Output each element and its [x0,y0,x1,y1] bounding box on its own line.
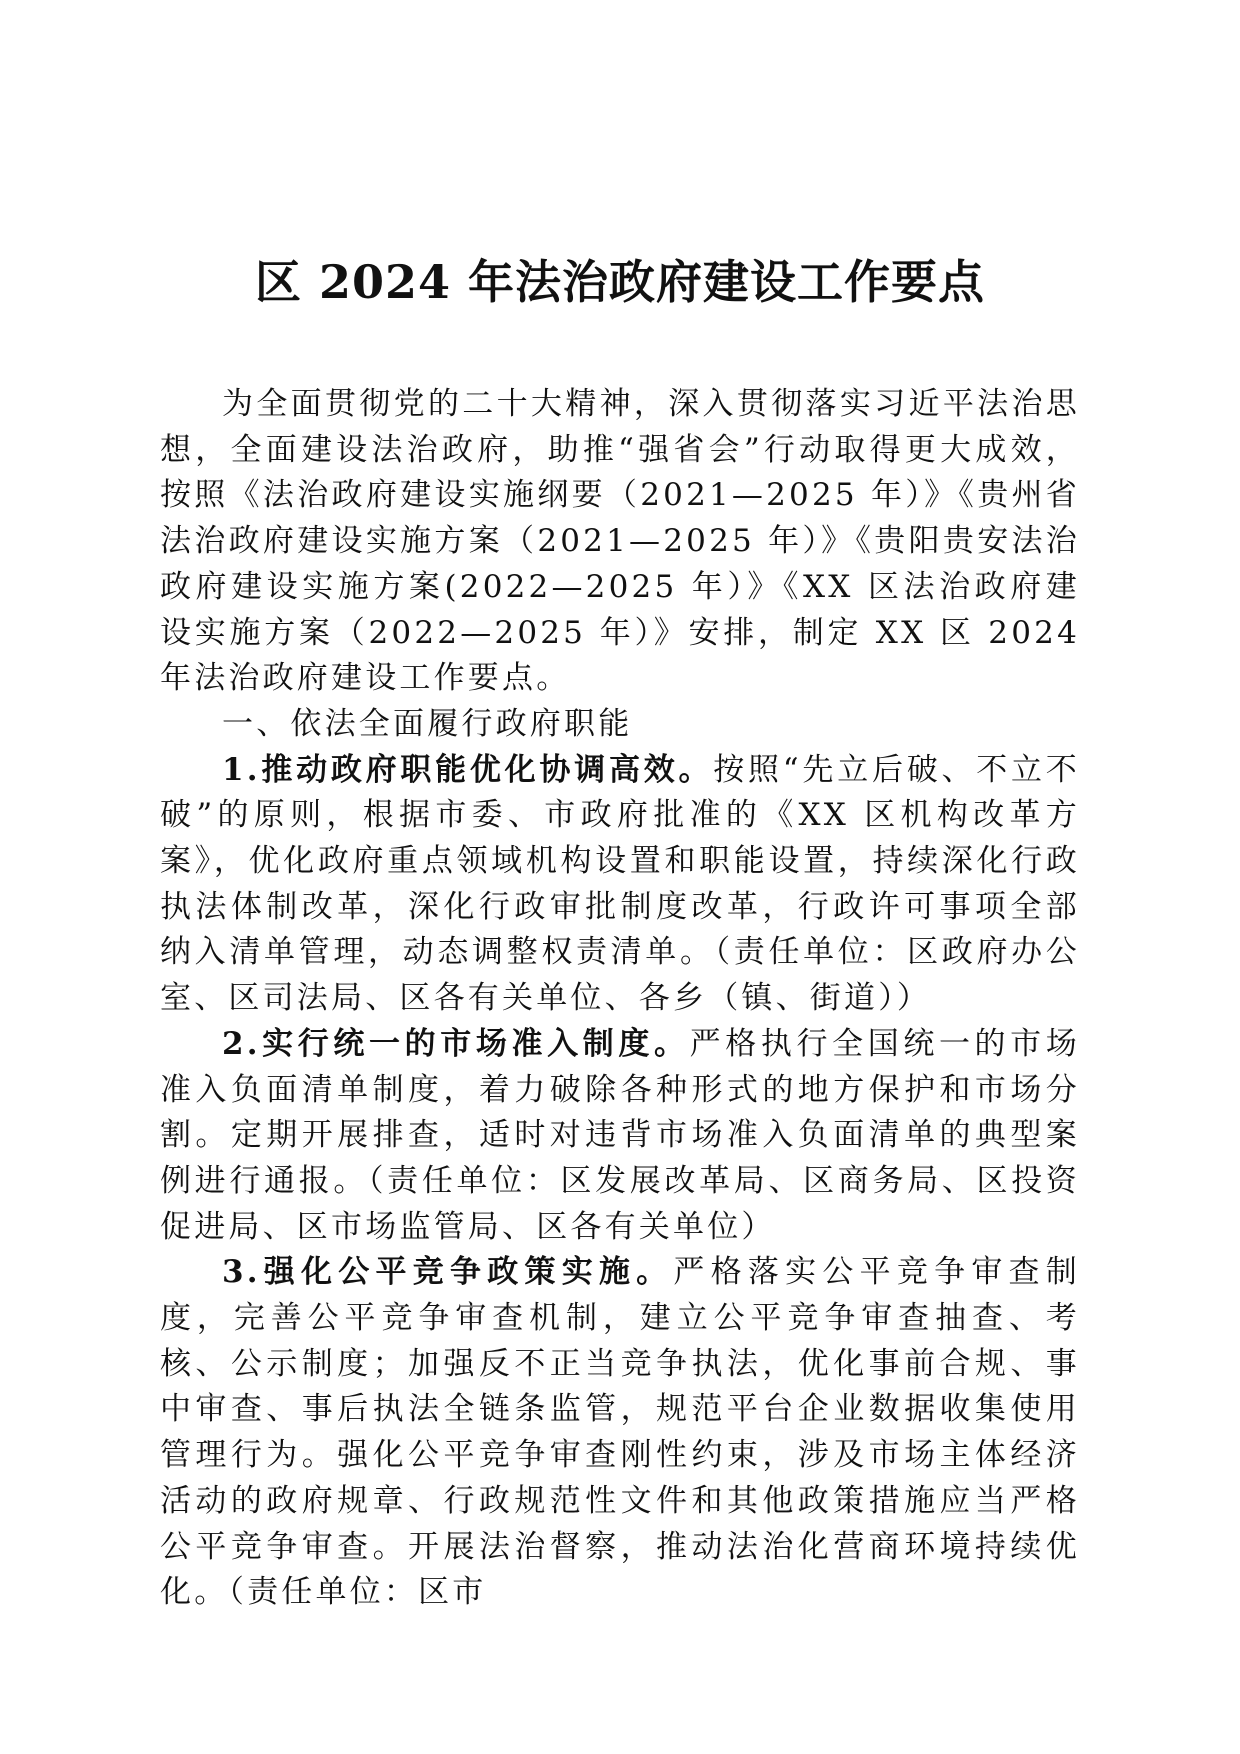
item-lead: 1.推动政府职能优化协调高效。 [222,751,714,788]
item-paragraph [160,1250,1080,1616]
item-paragraph [160,1022,1080,1251]
intro-paragraph: 为全面贯彻党的二十大精神，深入贯彻落实习近平法治思想，全面建设法治政府，助推“强省会”行动取得更大成效，按照《法治政府建设实施纲要（2021—2025 年）》《贵州省法治政府建设实施方案（2021—2025 年）》《贵阳贵安法治政府建设实施方案(2022—2025 年）》《XX 区法治政府建设实施方案（2022—2025 年）》安排，制定 XX 区 2024 年法治政府建设工作要点。 [160,386,1080,697]
document-title: 区 2024 年法治政府建设工作要点 [254,255,986,309]
item-text: 严格执行全国统一的市场准入负面清单制度，着力破除各种形式的地方保护和市场分割。定期开展排查，适时对违背市场准入负面清单的典型案例进行通报。（责任单位：区发展改革局、区商务局、区投资促进局、区市场监管局、区各有关单位） [160,1025,1080,1245]
section-heading: 一、依法全面履行政府职能 [222,705,633,742]
item-lead: 3.强化公平竞争政策实施。 [222,1254,674,1291]
item-lead: 2.实行统一的市场准入制度。 [222,1025,690,1062]
item-paragraph [160,748,1080,1022]
item-text: 严格落实公平竞争审查制度，完善公平竞争审查机制，建立公平竞争审查抽查、考核、公示制度；加强反不正当竞争执法，优化事前合规、事中审查、事后执法全链条监管，规范平台企业数据收集使用管理行为。强化公平竞争审查刚性约束，涉及市场主体经济活动的政府规章、行政规范性文件和其他政策措施应当严格公平竞争审查。开展法治督察，推动法治化营商环境持续优化。（责任单位：区市 [160,1254,1080,1611]
document-body [160,382,1080,1616]
item-text: 按照“先立后破、不立不破”的原则，根据市委、市政府批准的《XX 区机构改革方案》，优化政府重点领域机构设置和职能设置，持续深化行政执法体制改革，深化行政审批制度改革，行政许可事项全部纳入清单管理，动态调整权责清单。（责任单位：区政府办公室、区司法局、区各有关单位、各乡（镇、街道）） [160,751,1080,1017]
